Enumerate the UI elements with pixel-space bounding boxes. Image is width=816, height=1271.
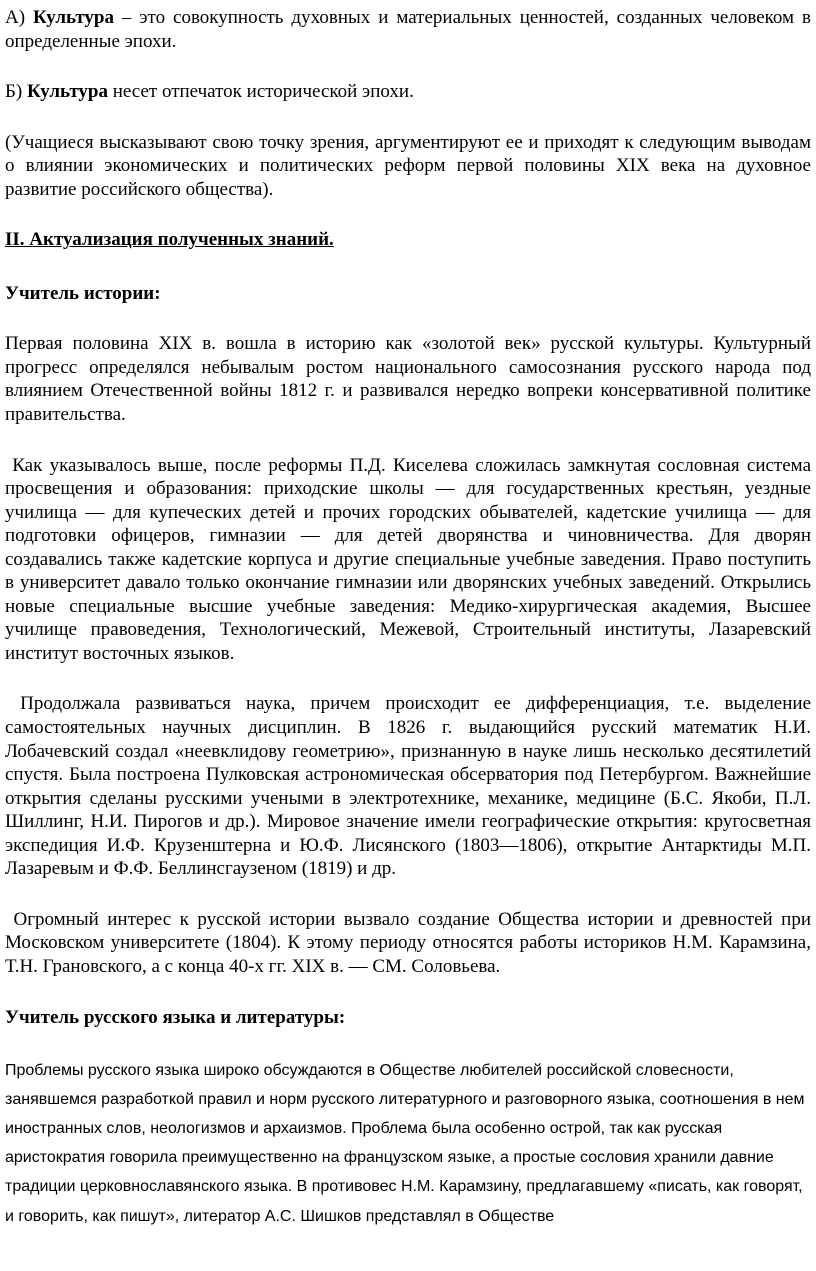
text-run: – это совокупность духовных и материальных ценностей, созданных человеком в определенные эпохи. xyxy=(5,7,816,52)
students-conclusion-paragraph xyxy=(5,131,816,202)
text-run: Б) xyxy=(5,81,27,103)
definition-a-paragraph xyxy=(5,6,816,53)
text-run: А) xyxy=(5,7,33,28)
history-society-paragraph xyxy=(5,908,816,979)
russian-language-paragraph xyxy=(5,1056,811,1231)
education-system-paragraph xyxy=(5,454,816,666)
definition-b-paragraph xyxy=(5,80,811,104)
text-run: Первая половина XIX в. вошла в историю как «золотой век» русской культуры. Культурный прогресс определялся небывалым ростом национального самосознания русского народа под влиянием Отечественной войны 1812 г. и развивался нередко вопреки консервативной политике правительства. xyxy=(5,333,816,426)
golden-age-paragraph xyxy=(5,332,816,426)
text-run: (Учащиеся высказывают свою точку зрения, аргументируют ее и приходят к следующим выводам о влиянии экономических и политических реформ первой половины XIX века на духовное развитие российского общества). xyxy=(5,131,816,200)
text-run: II. Актуализация полученных знаний. xyxy=(5,229,334,251)
text-run: Огромный интерес к русской истории вызвало создание Общества истории и древностей при Московском университете (1804). К этому периоду относятся работы историков Н.М. Карамзина, Т.Н. Грановского, а с конца 40-х гг. XIX в. — СМ. Соловьева. xyxy=(5,908,816,977)
document-page xyxy=(5,6,816,1231)
text-run: Как указывалось выше, после реформы П.Д. Киселева сложилась замкнутая сословная система просвещения и образования: приходские школы — для государственных крестьян, уездные училища — для купеческих детей и прочих городских обывателей, кадетские училища — для подготовки офицеров, гимназии — для детей дворянства и чиновничества. Для дворян создавались также кадетские корпуса и другие специальные учебные заведения. Право поступить в университет давало только окончание гимназии или дворянских учебных заведений. Открылись новые специальные высшие учебные заведения: Медико-хирургическая академия, Высшее училище правоведения, Технологический, Межевой, Строительный институты, Лазаревский институт восточных языков. xyxy=(5,454,816,664)
text-run: Учитель истории: xyxy=(5,282,161,304)
text-run: Культура xyxy=(33,7,114,28)
section-heading xyxy=(5,228,811,252)
text-run: Учитель русского языка и литературы: xyxy=(5,1006,346,1028)
science-paragraph xyxy=(5,692,816,880)
text-run: Продолжала развиваться наука, причем происходит ее дифференциация, т.е. выделение самостоятельных научных дисциплин. В 1826 г. выдающийся русский математик Н.И. Лобачевский создал «неевклидову геометрию», признанную в науке лишь несколько десятилетий спустя. Была построена Пулковская астрономическая обсерватория под Петербургом. Важнейшие открытия сделаны русскими учеными в электротехнике, механике, медицине (Б.С. Якоби, П.Л. Шиллинг, Н.И. Пирогов и др.). Мировое значение имели географические открытия: кругосветная экспедиция И.Ф. Крузенштерна и Ю.Ф. Лисянского (1803—1806), открытие Антарктиды М.П. Лазаревым и Ф.Ф. Беллинсгаузеном (1819) и др. xyxy=(5,693,816,880)
text-run: Проблемы русского языка широко обсуждаются в Обществе любителей российской словесности, занявшемся разработкой правил и норм русского литературного и разговорного языка, соотношения в нем иностранных слов, неологизмов и архаизмов. Проблема была особенно острой, так как русская аристократия говорила преимущественно на французском языке, а простые сословия хранили давние традиции церковнославянского языка. В противовес Н.М. Карамзину, предлагавшему «писать, как говорят, и говорить, как пишут», литератор А.С. Шишков представлял в Обществе xyxy=(5,1062,809,1225)
text-run: несет отпечаток исторической эпохи. xyxy=(107,81,414,103)
text-run: Культура xyxy=(27,81,108,103)
document-body xyxy=(5,6,816,1231)
history-teacher-label xyxy=(5,282,811,306)
language-teacher-label xyxy=(5,1006,811,1030)
